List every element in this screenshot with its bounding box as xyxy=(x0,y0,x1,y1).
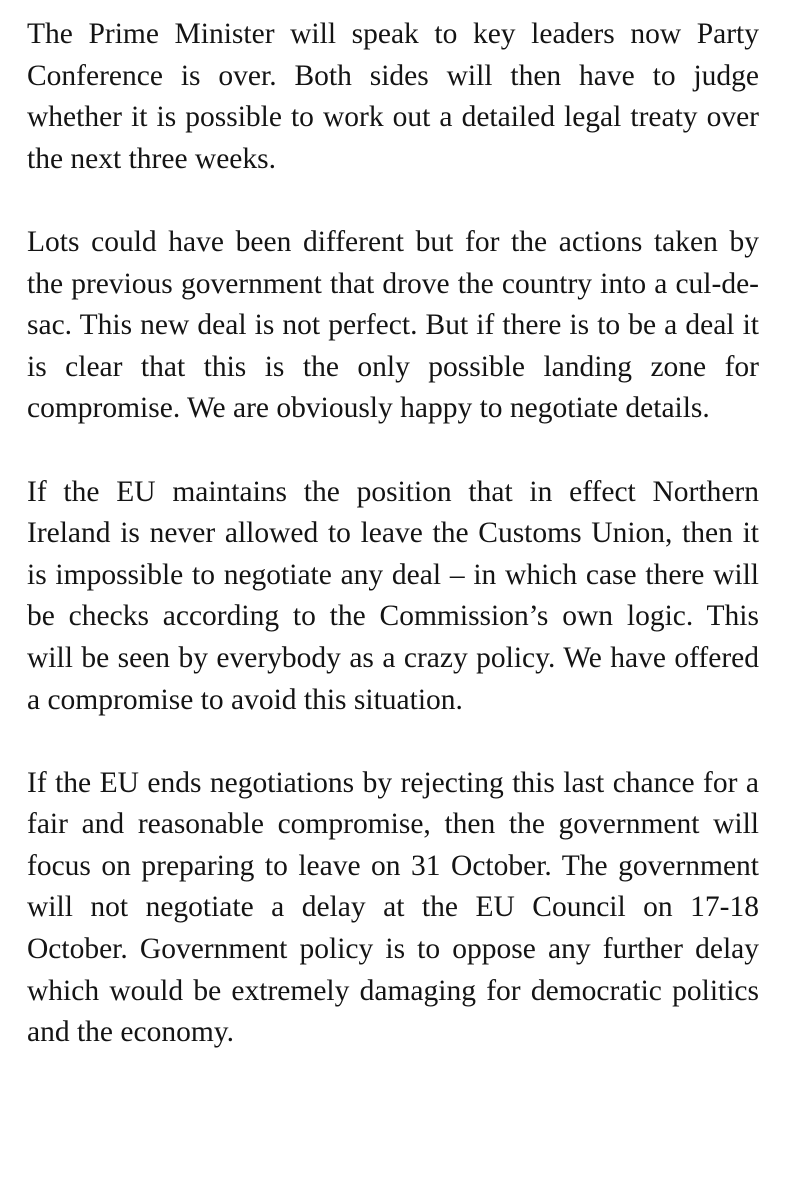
paragraph-next-steps: The Prime Minister will speak to key leaders now Party Conference is over. Both sides will then have to judge whether it is possible to work out a detailed legal treaty over the next three weeks. xyxy=(27,18,759,175)
paragraph-new-deal: Lots could have been different but for the actions taken by the previous government that drove the country into a cul-de-sac. This new deal is not perfect. But if there is to be a deal it is clear that this is the only possible landing zone for compromise. We are obviously happy to negotiate details. xyxy=(27,225,759,425)
statement-document xyxy=(27,14,759,1054)
paragraph-no-delay: If the EU ends negotiations by rejecting this last chance for a fair and reasonable compromise, then the government will focus on preparing to leave on 31 October. The government will not negotiate a delay at the EU Council on 17-18 October. Government policy is to oppose any further delay which would be extremely damaging for democratic politics and the economy. xyxy=(27,766,759,1049)
paragraph-customs-union: If the EU maintains the position that in effect Northern Ireland is never allowed to leave the Customs Union, then it is impossible to negotiate any deal – in which case there will be checks according to the Commission’s own logic. This will be seen by everybody as a crazy policy. We have offered a compromise to avoid this situation. xyxy=(27,475,759,716)
